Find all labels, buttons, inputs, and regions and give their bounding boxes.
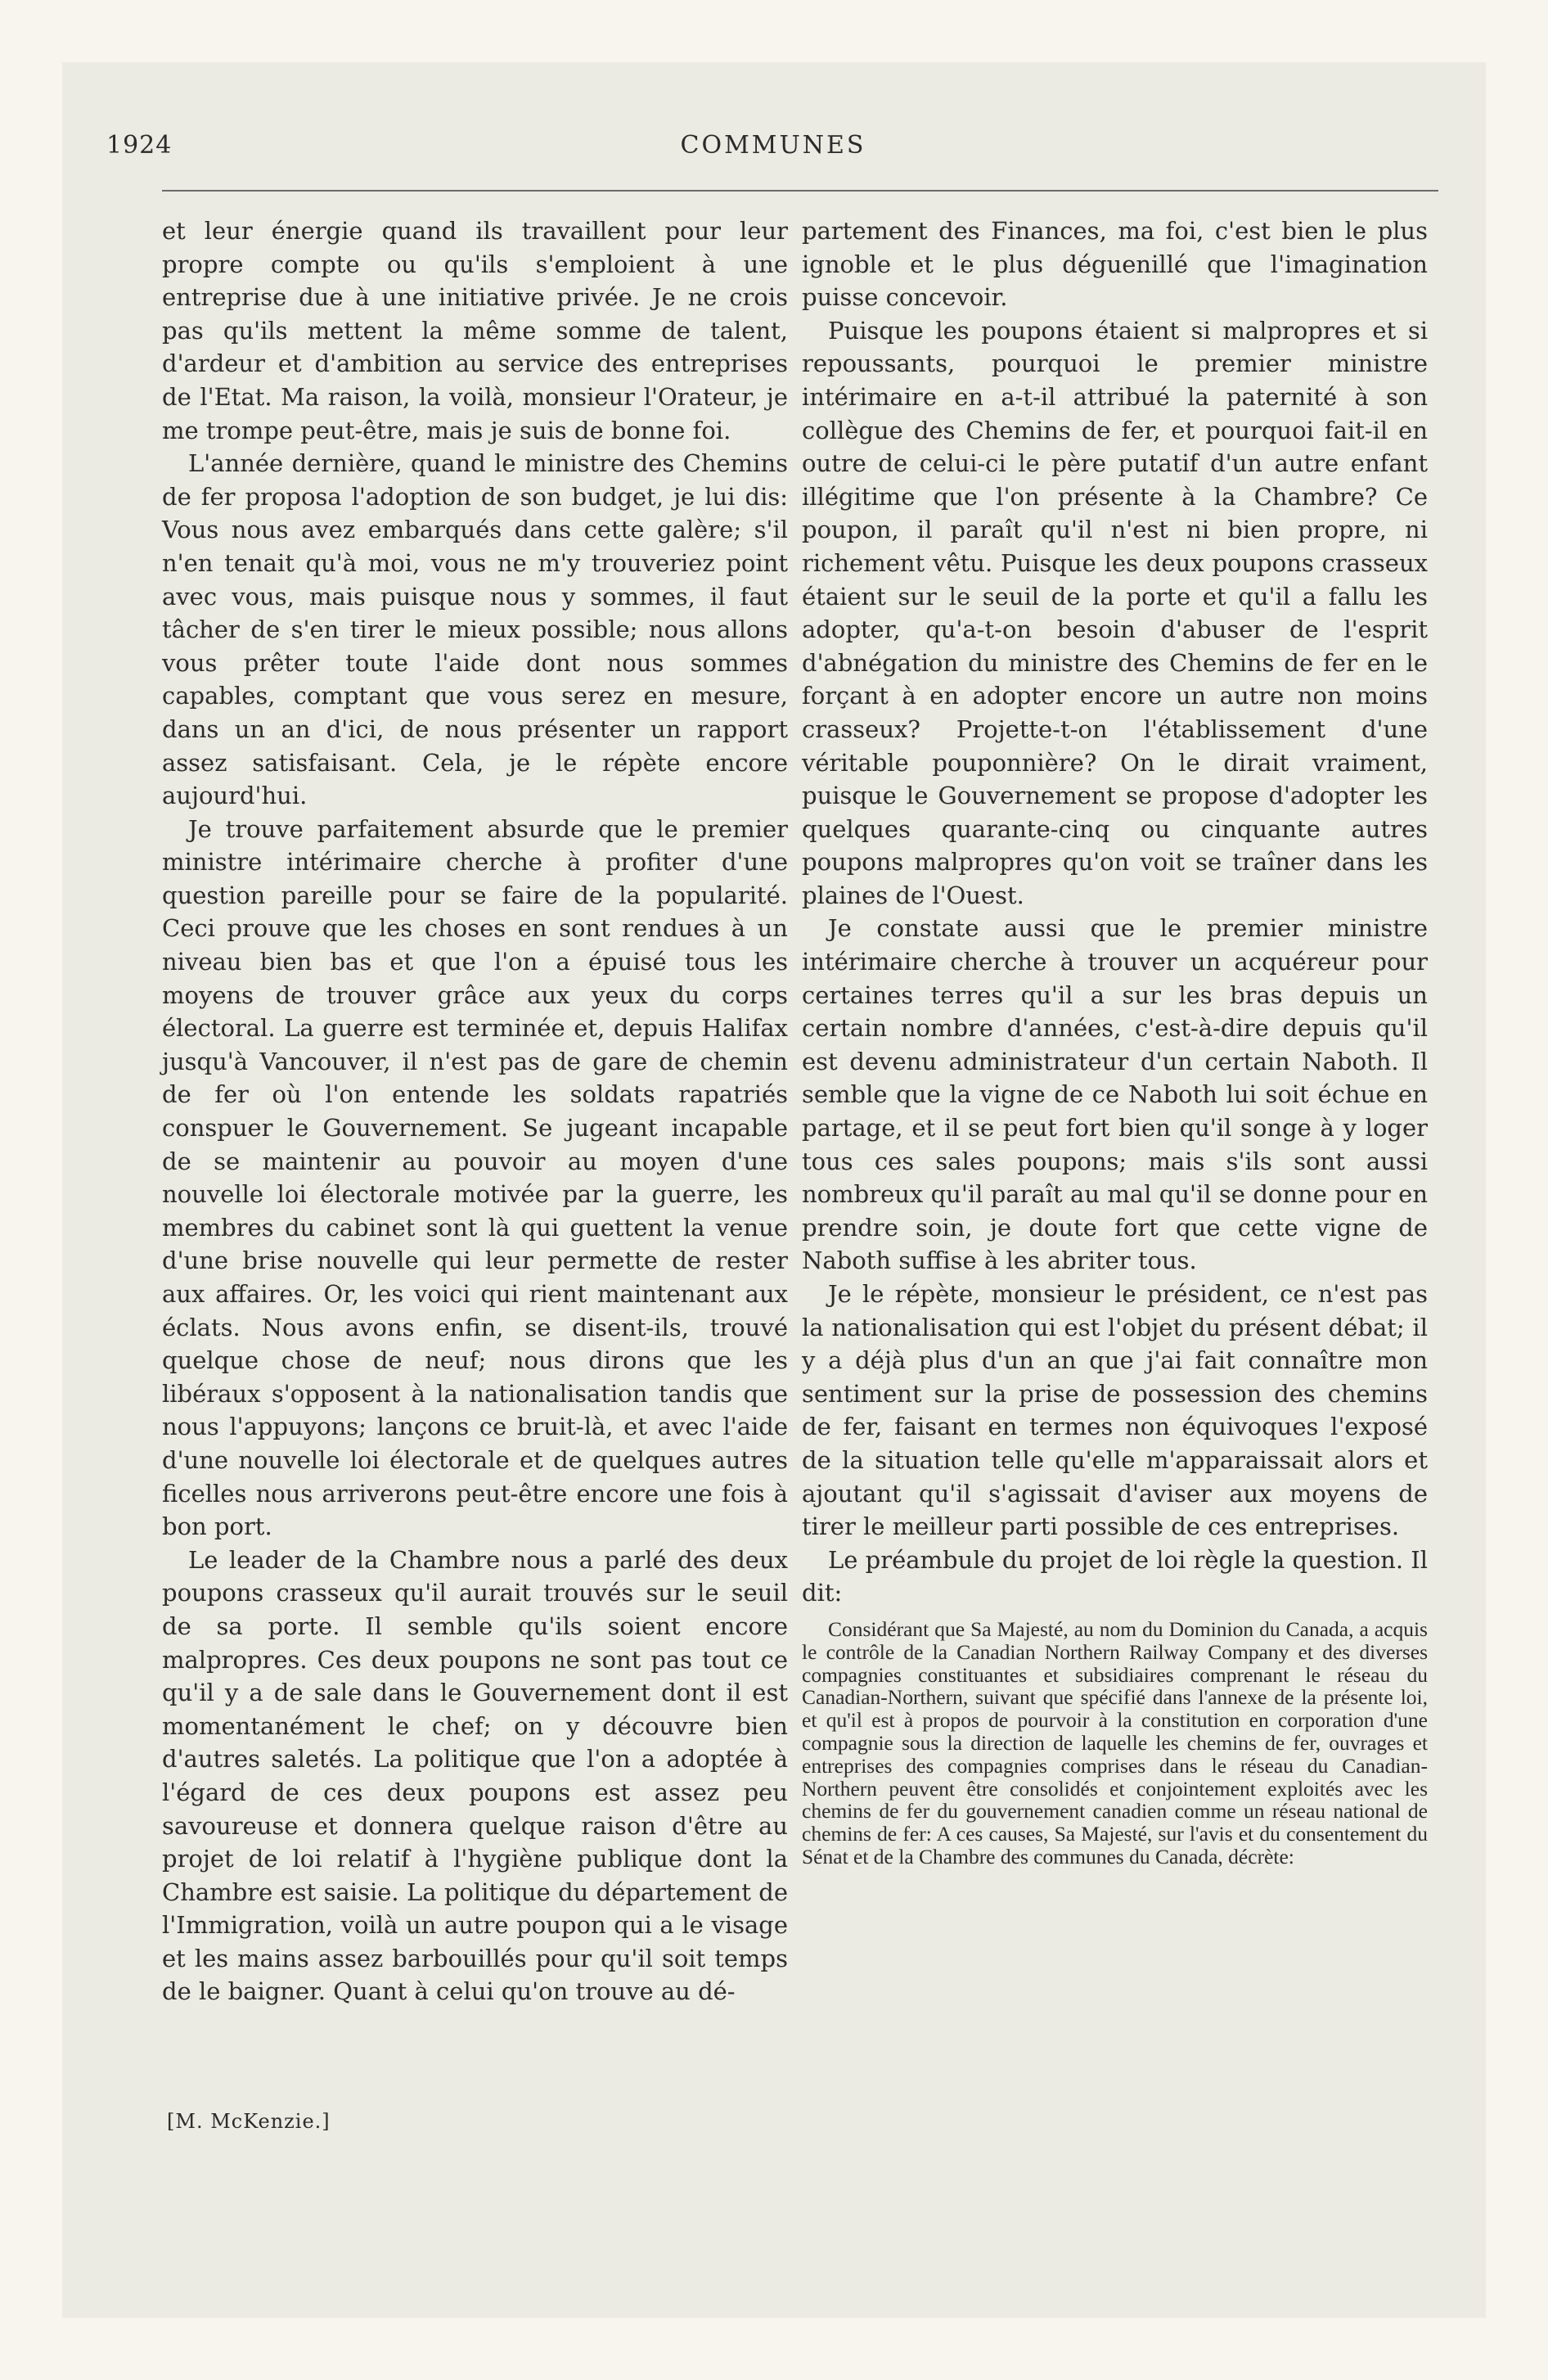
paragraph: partement des Finances, ma foi, c'est bien le plus ignoble et le plus déguenillé que l'imagination puisse concevoir. xyxy=(802,217,1428,312)
running-head: COMMUNES xyxy=(680,131,866,160)
paragraph: Je constate aussi que le premier ministre intérimaire cherche à trouver un acquéreur pour certaines terres qu'il a sur les bras depuis un certain nombre d'années, c'est-à-dire depuis qu'il est devenu administrateur d'un certain Naboth. Il semble que la vigne de ce Naboth lui soit échue en partage, et il se peut fort bien qu'il songe à y loger tous ces sales poupons; mais s'ils sont aussi nombreux qu'il paraît au mal qu'il se donne pour en prendre soin, je doute fort que cette vigne de Naboth suffise à les abriter tous. xyxy=(802,914,1428,1275)
paragraph: Le leader de la Chambre nous a parlé des deux poupons crasseux qu'il aurait trouvés sur le seuil de sa porte. Il semble qu'ils soient encore malpropres. Ces deux poupons ne sont pas tout ce qu'il y a de sale dans le Gouvernement dont il est momentanément le chef; on y découvre bien d'autres saletés. La politique que l'on a adoptée à l'égard de ces deux poupons est assez peu savoureuse et donnera quelque raison d'être au projet de loi relatif à l'hygiène publique dont la Chambre est saisie. La politique du département de l'Immigration, voilà un autre poupon qui a le visage et les mains assez barbouillés pour qu'il soit temps de le baigner. Quant à celui qu'on trouve au dé- xyxy=(162,1545,788,2006)
paragraph: Je le répète, monsieur le président, ce n'est pas la nationalisation qui est l'objet du présent débat; il y a déjà plus d'un an que j'ai fait connaître mon sentiment sur la prise de possession des chemins de fer, faisant en termes non équivoques l'exposé de la situation telle qu'elle m'apparaissait alors et ajoutant qu'il s'agissait d'aviser aux moyens de tirer le meilleur parti possible de ces entreprises. xyxy=(802,1280,1428,1541)
paragraph: L'année dernière, quand le ministre des Chemins de fer proposa l'adoption de son budget, je lui dis: Vous nous avez embarqués dans cette galère; s'il n'en tenait qu'à moi, vous ne m'y trouveriez point avec vous, mais puisque nous y sommes, il faut tâcher de s'en tirer le mieux possible; nous allons vous prêter toute l'aide dont nous sommes capables, comptant que vous serez en mesure, dans un an d'ici, de nous présenter un rapport assez satisfaisant. Cela, je le répète encore aujourd'hui. xyxy=(162,449,788,810)
header-rule xyxy=(162,190,1438,192)
bill-preamble-quote: Considérant que Sa Majesté, au nom du Dominion du Canada, a acquis le contrôle de la Canadian Northern Railway Company et des diverses compagnies constituantes et subsidiaires comprenant le réseau du Canadian-Northern, suivant que spécifié dans l'annexe de la présente loi, et qu'il est à propos de pourvoir à la constitution en corporation d'une compagnie sous la direction de laquelle les chemins de fer, ouvrages et entreprises des compagnies comprises dans le réseau du Canadian-Northern peuvent être consolidés et conjointement exploités avec les chemins de fer du gouvernement canadien comme un réseau national de chemins de fer: A ces causes, Sa Majesté, sur l'avis et du consentement du Sénat et de la Chambre des communes du Canada, décrète: xyxy=(802,1616,1428,1868)
page-header xyxy=(106,131,1440,172)
paragraph: Le préambule du projet de loi règle la question. Il dit: xyxy=(802,1545,1429,1607)
speaker-footer: [M. McKenzie.] xyxy=(167,2110,331,2133)
paragraph: Je trouve parfaitement absurde que le premier ministre intérimaire cherche à profiter d'une question pareille pour se faire de la popularité. Ceci prouve que les choses en sont rendues à un niveau bien bas et que l'on a épuisé tous les moyens de trouver grâce aux yeux du corps électoral. La guerre est terminée et, depuis Halifax jusqu'à Vancouver, il n'est pas de gare de chemin de fer où l'on entende les soldats rapatriés conspuer le Gouvernement. Se jugeant incapable de se maintenir au pouvoir au moyen d'une nouvelle loi électorale motivée par la guerre, les membres du cabinet sont là qui guettent la venue d'une brise nouvelle qui leur permette de rester aux affaires. Or, les voici qui rient maintenant aux éclats. Nous avons enfin, se disent-ils, trouvé quelque chose de neuf; nous dirons que les libéraux s'opposent à la nationalisation tandis que nous l'appuyons; lançons ce bruit-là, et avec l'aide d'une nouvelle loi électorale et de quelques autres ficelles nous arriverons peut-être encore une fois à bon port. xyxy=(162,814,788,1541)
left-column xyxy=(162,214,788,2008)
page-number: 1924 xyxy=(106,131,173,160)
right-column xyxy=(802,214,1428,1868)
paragraph: Puisque les poupons étaient si malpropres et si repoussants, pourquoi le premier ministre intérimaire en a-t-il attribué la paternité à son collègue des Chemins de fer, et pourquoi fait-il en outre de celui-ci le père putatif d'un autre enfant illégitime que l'on présente à la Chambre? Ce poupon, il paraît qu'il n'est ni bien propre, ni richement vêtu. Puisque les deux poupons crasseux étaient sur le seuil de la porte et qu'il a fallu les adopter, qu'a-t-on besoin d'abuser de l'esprit d'abnégation du ministre des Chemins de fer en le forçant à en adopter encore un autre non moins crasseux? Projette-t-on l'établissement d'une véritable pouponnière? On le dirait vraiment, puisque le Gouvernement se propose d'adopter les quelques quarante-cinq ou cinquante autres poupons malpropres qu'on voit se traîner dans les plaines de l'Ouest. xyxy=(802,316,1428,909)
paragraph: et leur énergie quand ils travaillent pour leur propre compte ou qu'ils s'emploient à une entreprise due à une initiative privée. Je ne crois pas qu'ils mettent la même somme de talent, d'ardeur et d'ambition au service des entreprises de l'Etat. Ma raison, la voilà, monsieur l'Orateur, je me trompe peut-être, mais je suis de bonne foi. xyxy=(162,217,788,444)
